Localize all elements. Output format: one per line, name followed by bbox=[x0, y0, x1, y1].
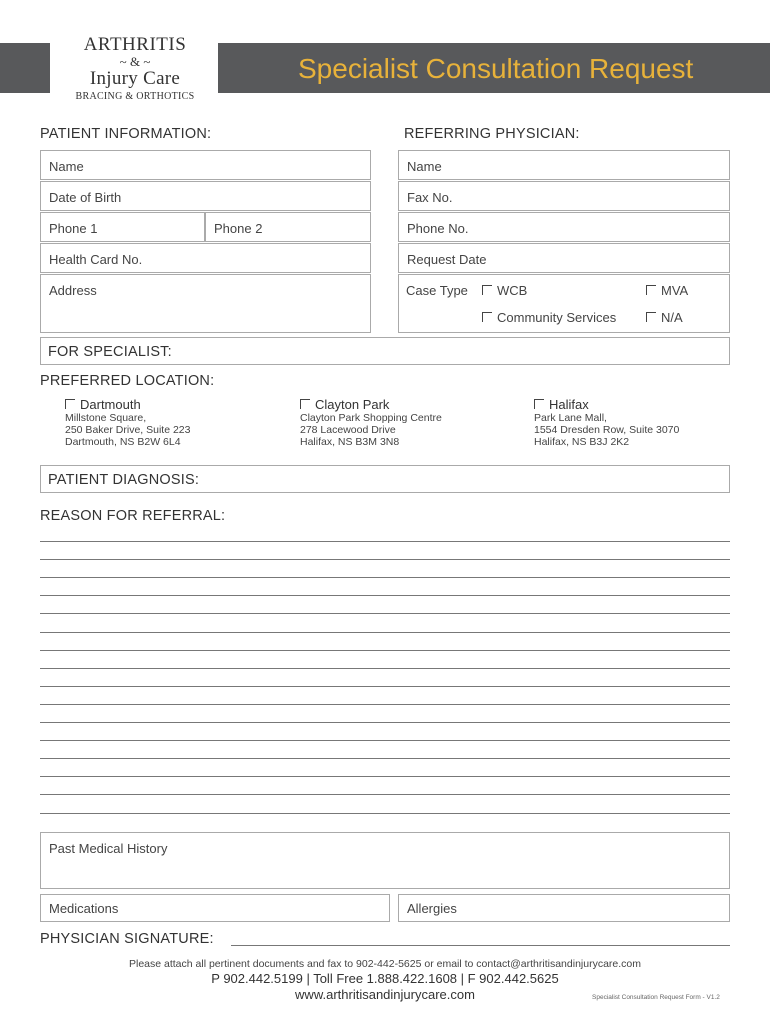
mva-checkbox-icon[interactable] bbox=[646, 285, 656, 295]
health-card-label: Health Card No. bbox=[49, 252, 143, 267]
referral-writing-line[interactable] bbox=[40, 722, 730, 723]
physician-signature-label: PHYSICIAN SIGNATURE: bbox=[40, 931, 214, 947]
footer-phones: P 902.442.5199 | Toll Free 1.888.422.1608 | F 902.442.5625 bbox=[211, 971, 559, 986]
reason-for-referral-heading: REASON FOR REFERRAL: bbox=[40, 508, 226, 524]
physician-fax-label: Fax No. bbox=[407, 190, 453, 205]
clayton-park-checkbox-icon[interactable] bbox=[300, 399, 310, 409]
patient-diagnosis-label: PATIENT DIAGNOSIS: bbox=[48, 472, 200, 488]
logo-line-4: BRACING & ORTHOTICS bbox=[75, 91, 195, 102]
clayton-park-address-2: 278 Lacewood Drive bbox=[300, 424, 396, 436]
signature-line[interactable] bbox=[231, 945, 730, 946]
community-checkbox-icon[interactable] bbox=[482, 312, 492, 322]
logo bbox=[60, 35, 210, 103]
allergies-label: Allergies bbox=[407, 901, 457, 916]
referral-writing-line[interactable] bbox=[40, 740, 730, 741]
dartmouth-address-3: Dartmouth, NS B2W 6L4 bbox=[65, 436, 181, 448]
na-label: N/A bbox=[661, 310, 683, 325]
patient-diagnosis-bar[interactable] bbox=[40, 465, 730, 493]
patient-name-field[interactable] bbox=[40, 150, 371, 180]
logo-line-2: ~ & ~ bbox=[119, 54, 151, 69]
footer-note: Please attach all pertinent documents and fax to 902-442-5625 or email to contact@arthritisandinjurycare.com bbox=[128, 958, 642, 970]
location-dartmouth[interactable] bbox=[65, 397, 191, 448]
patient-info-heading: PATIENT INFORMATION: bbox=[40, 126, 212, 142]
referral-writing-line[interactable] bbox=[40, 559, 730, 560]
footer-website[interactable]: www.arthritisandinjurycare.com bbox=[295, 987, 475, 1002]
patient-name-label: Name bbox=[49, 159, 84, 174]
dartmouth-address-2: 250 Baker Drive, Suite 223 bbox=[65, 424, 191, 436]
patient-phone2-field[interactable] bbox=[205, 212, 371, 242]
referral-writing-line[interactable] bbox=[40, 595, 730, 596]
location-halifax[interactable] bbox=[534, 397, 679, 448]
referral-writing-line[interactable] bbox=[40, 541, 730, 542]
clayton-park-address-1: Clayton Park Shopping Centre bbox=[300, 412, 442, 424]
referral-writing-line[interactable] bbox=[40, 668, 730, 669]
dartmouth-name: Dartmouth bbox=[80, 397, 141, 412]
case-type-label: Case Type bbox=[406, 283, 468, 298]
header-bar-left bbox=[0, 43, 50, 93]
location-clayton-park[interactable] bbox=[300, 397, 442, 448]
patient-dob-label: Date of Birth bbox=[49, 190, 122, 205]
referring-physician-heading: REFERRING PHYSICIAN: bbox=[404, 126, 580, 142]
preferred-location-heading: PREFERRED LOCATION: bbox=[40, 373, 215, 389]
case-wcb-option[interactable] bbox=[474, 274, 527, 298]
referral-writing-line[interactable] bbox=[40, 577, 730, 578]
referral-writing-line[interactable] bbox=[40, 613, 730, 614]
case-mva-option[interactable] bbox=[638, 274, 688, 298]
dartmouth-address-1: Millstone Square, bbox=[65, 412, 147, 424]
physician-fax-field[interactable] bbox=[398, 181, 730, 211]
mva-label: MVA bbox=[661, 283, 689, 298]
patient-dob-field[interactable] bbox=[40, 181, 371, 211]
patient-phone1-field[interactable] bbox=[40, 212, 205, 242]
halifax-checkbox-icon[interactable] bbox=[534, 399, 544, 409]
wcb-checkbox-icon[interactable] bbox=[482, 285, 492, 295]
clayton-park-address-3: Halifax, NS B3M 3N8 bbox=[300, 436, 400, 448]
halifax-address-3: Halifax, NS B3J 2K2 bbox=[534, 436, 630, 448]
referral-writing-line[interactable] bbox=[40, 794, 730, 795]
referral-writing-line[interactable] bbox=[40, 776, 730, 777]
physician-phone-label: Phone No. bbox=[407, 221, 469, 236]
referral-writing-line[interactable] bbox=[40, 704, 730, 705]
past-medical-history-field[interactable] bbox=[40, 832, 730, 889]
for-specialist-label: FOR SPECIALIST: bbox=[48, 344, 172, 360]
for-specialist-bar bbox=[40, 337, 730, 365]
referral-writing-line[interactable] bbox=[40, 758, 730, 759]
case-na-option[interactable] bbox=[638, 301, 683, 325]
medications-field[interactable] bbox=[40, 894, 390, 922]
patient-address-field[interactable] bbox=[40, 274, 371, 333]
physician-name-label: Name bbox=[407, 159, 442, 174]
case-community-option[interactable] bbox=[474, 301, 616, 325]
page-title: Specialist Consultation Request bbox=[298, 53, 694, 84]
community-label: Community Services bbox=[497, 310, 617, 325]
referral-writing-line[interactable] bbox=[40, 650, 730, 651]
logo-line-1: ARTHRITIS bbox=[83, 34, 187, 55]
request-date-label: Request Date bbox=[407, 252, 487, 267]
patient-address-label: Address bbox=[49, 283, 97, 298]
wcb-label: WCB bbox=[497, 283, 528, 298]
dartmouth-checkbox-icon[interactable] bbox=[65, 399, 75, 409]
request-date-field[interactable] bbox=[398, 243, 730, 273]
past-medical-history-label: Past Medical History bbox=[49, 841, 168, 856]
patient-phone2-label: Phone 2 bbox=[214, 221, 263, 236]
clayton-park-name: Clayton Park bbox=[315, 397, 390, 412]
referral-writing-line[interactable] bbox=[40, 813, 730, 814]
medications-label: Medications bbox=[49, 901, 119, 916]
halifax-address-2: 1554 Dresden Row, Suite 3070 bbox=[534, 424, 680, 436]
na-checkbox-icon[interactable] bbox=[646, 312, 656, 322]
logo-ampersand: & bbox=[129, 54, 141, 69]
halifax-name: Halifax bbox=[549, 397, 589, 412]
form-version: Specialist Consultation Request Form - V1.2 bbox=[592, 994, 720, 1001]
patient-phone1-label: Phone 1 bbox=[49, 221, 98, 236]
allergies-field[interactable] bbox=[398, 894, 730, 922]
physician-name-field[interactable] bbox=[398, 150, 730, 180]
logo-line-3: Injury Care bbox=[89, 68, 181, 89]
health-card-field[interactable] bbox=[40, 243, 371, 273]
physician-phone-field[interactable] bbox=[398, 212, 730, 242]
halifax-address-1: Park Lane Mall, bbox=[534, 412, 607, 424]
referral-writing-line[interactable] bbox=[40, 686, 730, 687]
referral-writing-line[interactable] bbox=[40, 632, 730, 633]
